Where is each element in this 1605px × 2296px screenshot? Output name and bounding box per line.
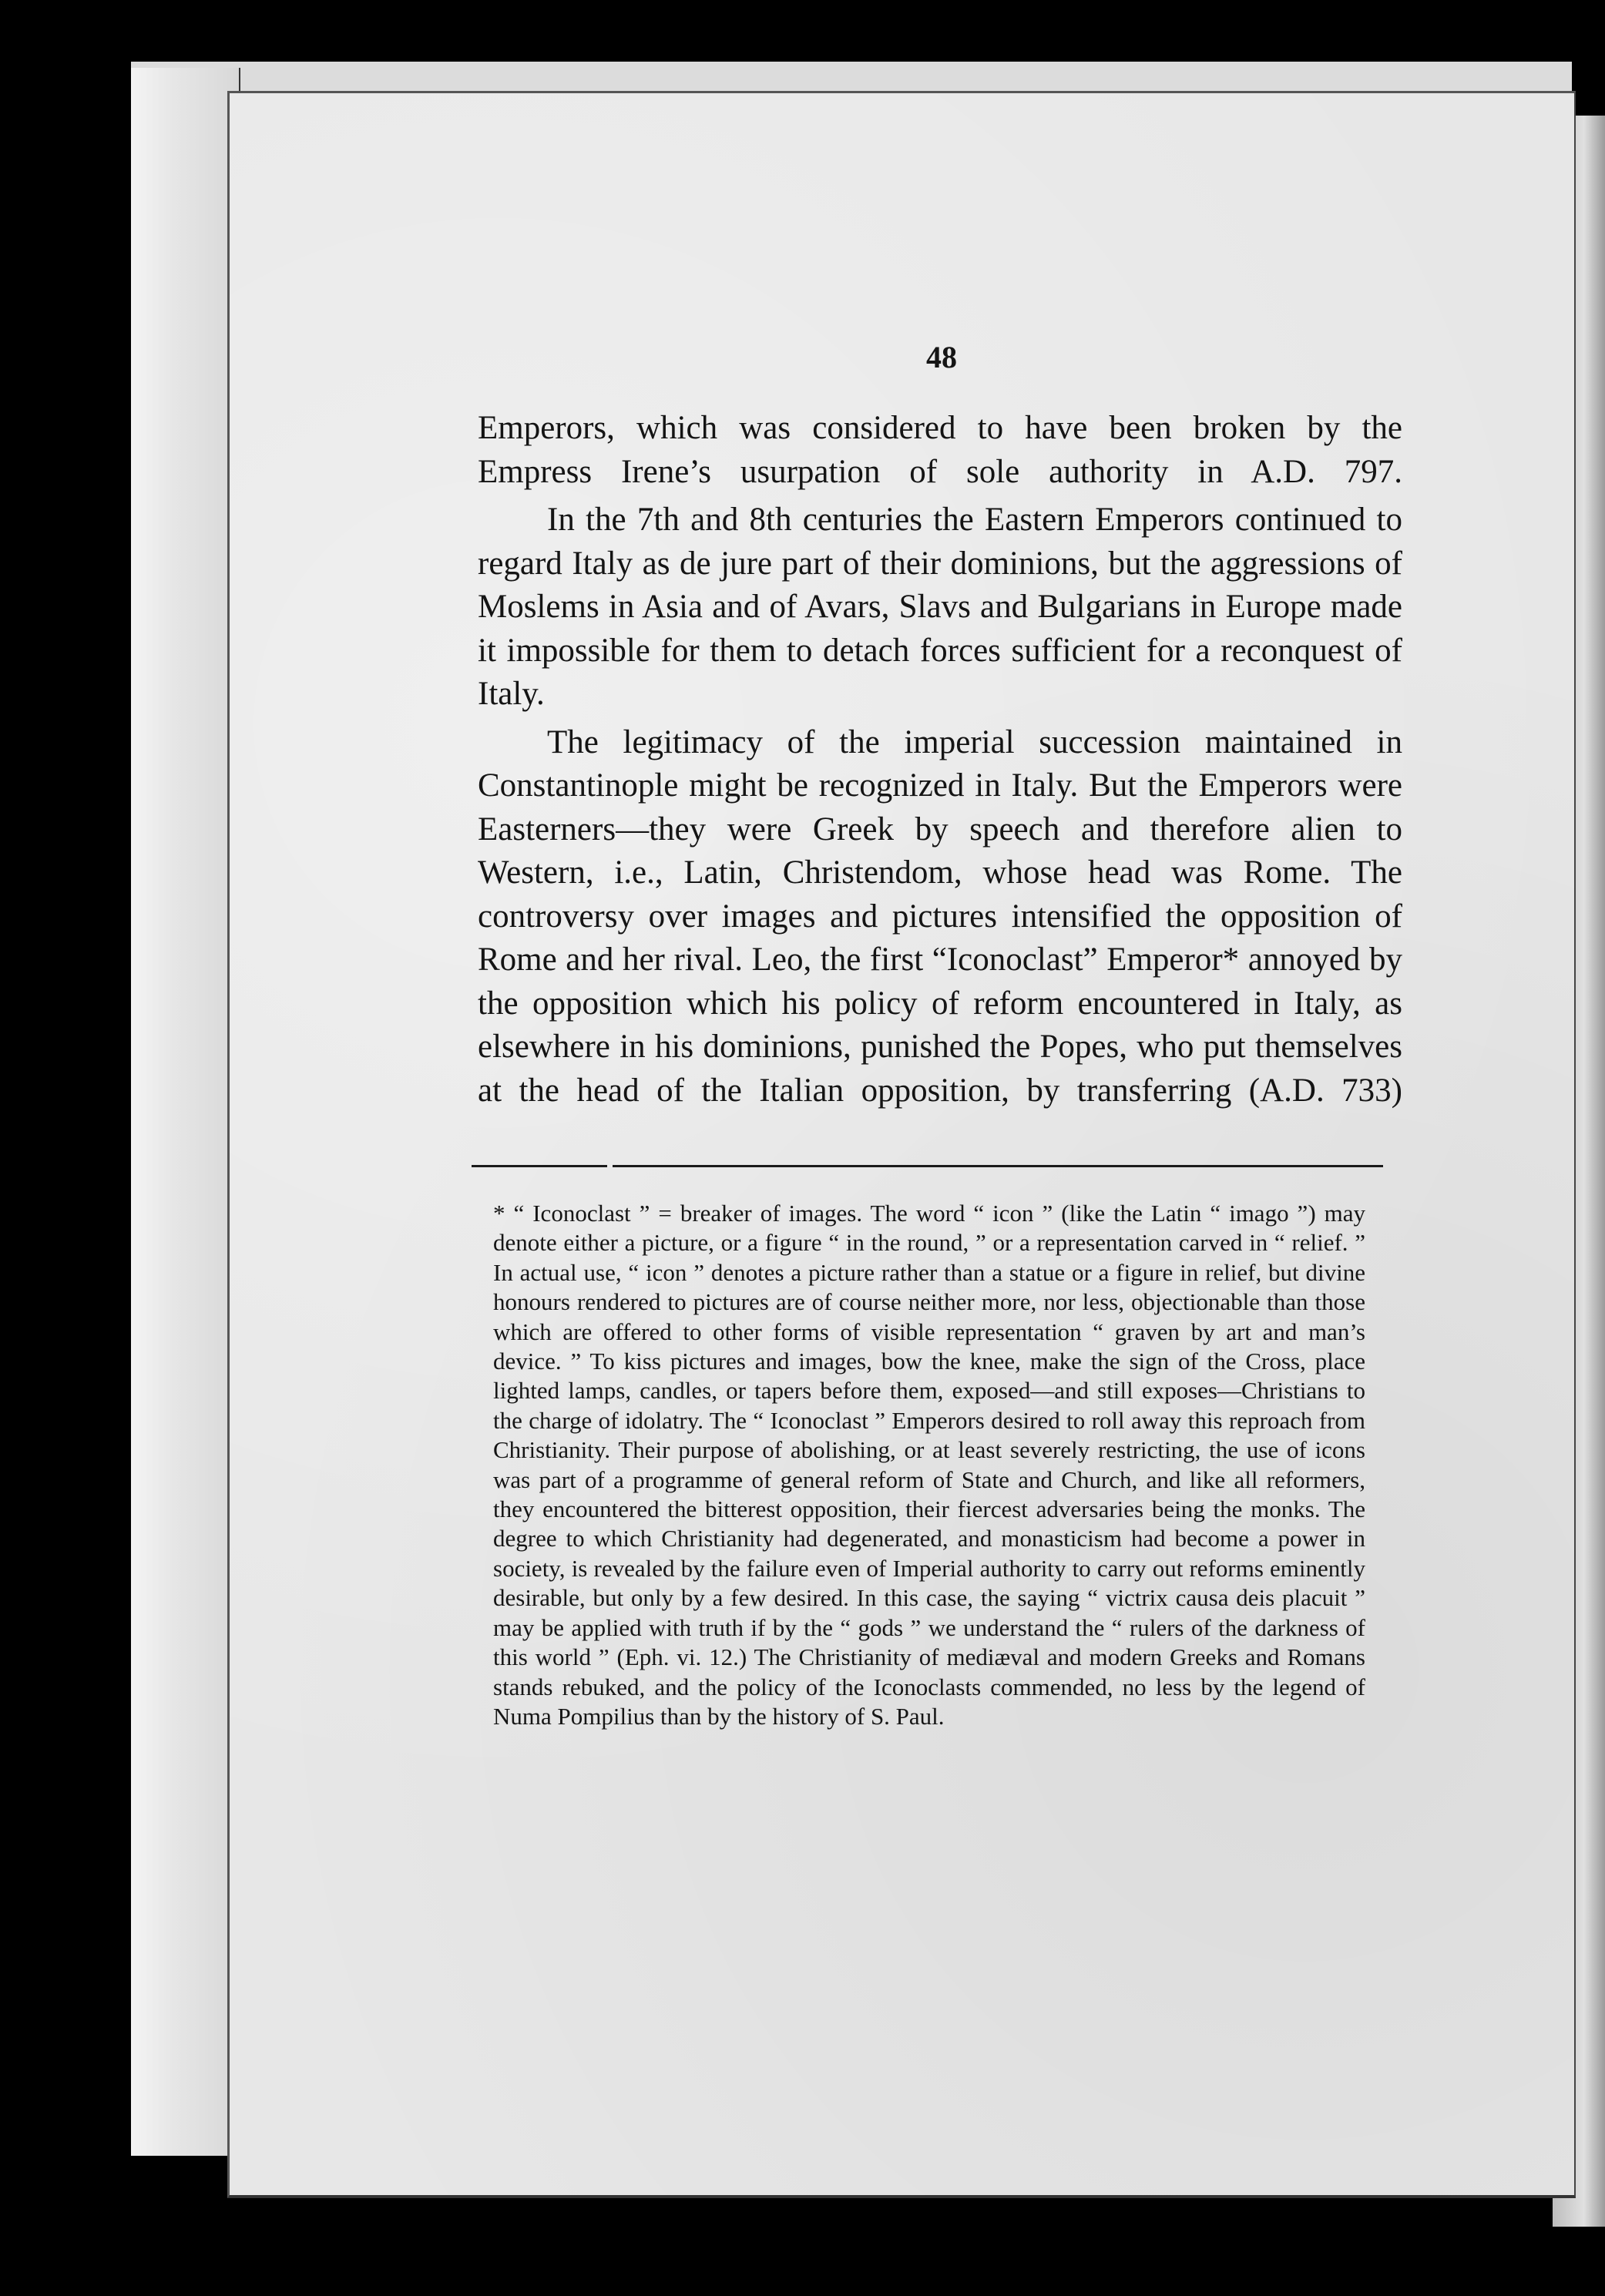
paragraph-legitimacy: The legitimacy of the imperial succession maintained in Constantinople might be recognized in Italy. But the Emperors were Easterners—they were Greek by speech and therefore alien to Western, i.e., Latin, Christendom, whose head was Rome. The controversy over images and pictures intensified the opposition of Rome and her rival. Leo, the first “Iconoclast” Emperor* annoyed by the opposition which his policy of reform encountered in Italy, as elsewhere in his dominions, punished the Popes, who put themselves at the head of the Italian opposition, by transferring (A.D. 733) (478, 723, 1402, 1109)
footnote (448, 1199, 1365, 1731)
footnote-rule-short (472, 1165, 607, 1167)
footnote-text: * “ Iconoclast ” = breaker of images. The word “ icon ” (like the Latin “ imago ”) may denote either a picture, or a figure “ in the round, ” or a representation carved in “ relief. ” In actual use, “ icon ” denotes a picture rather than a statue or a figure in relief, but divine honours rendered to pictures are of course neither more, nor less, objectionable than those which are offered to other forms of visible representation “ graven by art and man’s device. ” To kiss pictures and images, bow the knee, make the sign of the Cross, place lighted lamps, candles, or tapers before them, exposed—and still exposes—Christians to the charge of idolatry. The “ Iconoclast ” Emperors desired to roll away this reproach from Christianity. Their purpose of abolishing, or at least severely restricting, the use of icons was part of a programme of general reform of State and Church, and like all reformers, they encountered the bitterest opposition, their fiercest adversaries being the monks. The degree to which Christianity had degenerated, and monasticism had become a power in society, is revealed by the failure even of Imperial authority to carry out reforms eminently desirable, but only by a few desired. In this case, the saying “ victrix causa deis placuit ” may be applied with truth if by the “ gods ” we understand the “ rulers of the darkness of this world ” (Eph. vi. 12.) The Christianity of mediæval and modern Greeks and Romans stands rebuked, and the policy of the Iconoclasts commended, no less by the legend of Numa Pompilius than by the history of S. Paul. (493, 1200, 1365, 1730)
page-number: 48 (926, 340, 957, 374)
paragraph-continuation: Emperors, which was considered to have been broken by the Empress Irene’s usurpation of sole authority in A.D. 797. (478, 410, 1402, 490)
book-edge-left (131, 68, 240, 2156)
main-text (478, 407, 1402, 1113)
paragraph-eastern-emperors: In the 7th and 8th centuries the Eastern Emperors continued to regard Italy as de jure part of their dominions, but the aggressions of Moslems in Asia and of Avars, Slavs and Bulgarians in Europe made it impossible for them to detach forces sufficient for a reconquest of Italy. (478, 502, 1402, 712)
footnote-rule-long (613, 1165, 1383, 1167)
